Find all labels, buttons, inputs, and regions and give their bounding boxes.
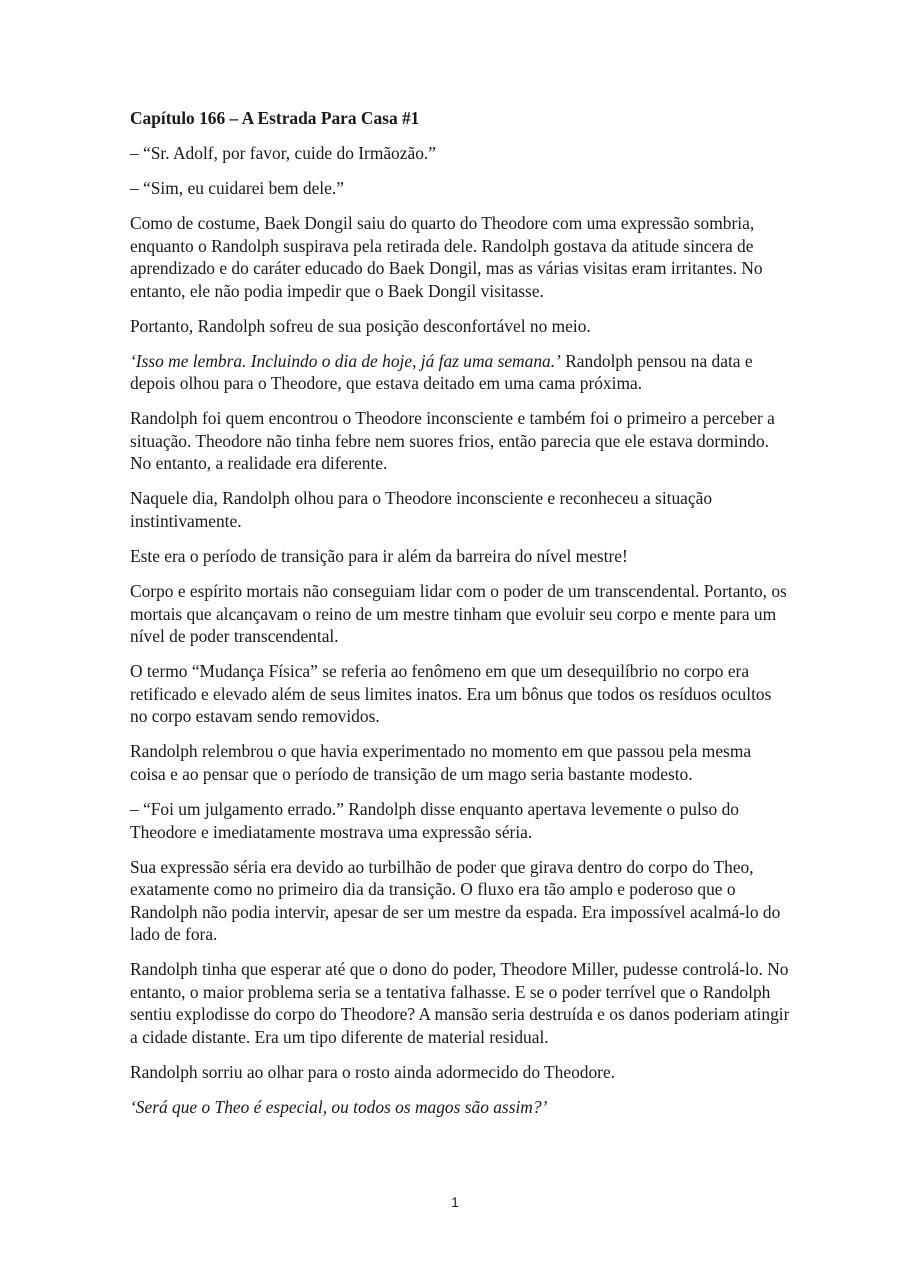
- paragraph: Randolph foi quem encontrou o Theodore inconsciente e também foi o primeiro a perceber a situação. Theodore não tinha febre nem suores frios, então parecia que ele estava dormindo. No entanto, a realidade era diferente.: [130, 408, 775, 474]
- paragraph: – “Sr. Adolf, por favor, cuide do Irmãozão.”: [130, 142, 436, 163]
- paragraph: Randolph tinha que esperar até que o dono do poder, Theodore Miller, pudesse controlá-lo. No entanto, o maior problema seria se a tentativa falhasse. E se o poder terrível que o Randolph sentiu explodisse do corpo do Theodore? A mansão seria destruída e os danos poderiam atingir a cidade distante. Era um tipo diferente de material residual.: [130, 959, 790, 1048]
- paragraph: – “Sim, eu cuidarei bem dele.”: [130, 177, 344, 198]
- paragraph: Randolph relembrou o que havia experimentado no momento em que passou pela mesma coisa e ao pensar que o período de transição de um mago seria bastante modesto.: [130, 741, 752, 784]
- paragraph: Naquele dia, Randolph olhou para o Theodore inconsciente e reconheceu a situação instintivamente.: [130, 488, 713, 532]
- page-number: 1: [451, 1194, 459, 1210]
- paragraph: Como de costume, Baek Dongil saiu do quarto do Theodore com uma expressão sombria, enquanto o Randolph suspirava pela retirada dele. Randolph gostava da atitude sincera de aprendizado e do caráter educado do Baek Dongil, mas as várias visitas eram irritantes. No entanto, ele não podia impedir que o Baek Dongil visitasse.: [130, 212, 763, 301]
- chapter-title: Capítulo 166 – A Estrada Para Casa #1: [130, 108, 420, 128]
- paragraph: Sua expressão séria era devido ao turbilhão de poder que girava dentro do corpo do Theo, exatamente como no primeiro dia da transição. O fluxo era tão amplo e poderoso que o Randolph não podia intervir, apesar de ser um mestre da espada. Era impossível acalmá-lo do lado de fora.: [130, 856, 781, 945]
- paragraph: Este era o período de transição para ir além da barreira do nível mestre!: [130, 546, 628, 567]
- document-body: [130, 107, 790, 1131]
- closing-italic-thought: ‘Será que o Theo é especial, ou todos os magos são assim?’: [130, 1097, 548, 1118]
- paragraph: Corpo e espírito mortais não conseguiam lidar com o poder de um transcendental. Portanto, os mortais que alcançavam o reino de um mestre tinham que evoluir seu corpo e mente para um nível de poder transcendental.: [130, 581, 787, 647]
- paragraph: – “Foi um julgamento errado.” Randolph disse enquanto apertava levemente o pulso do Theodore e imediatamente mostrava uma expressão séria.: [130, 798, 739, 842]
- paragraph-mixed: [130, 350, 790, 395]
- paragraph: Portanto, Randolph sofreu de sua posição desconfortável no meio.: [130, 315, 591, 336]
- paragraph-text: Randolph pensou na data e depois olhou para o Theodore, que estava deitado em uma cama próxima.: [130, 350, 753, 394]
- paragraph: O termo “Mudança Física” se referia ao fenômeno em que um desequilíbrio no corpo era retificado e elevado além de seus limites inatos. Era um bônus que todos os resíduos ocultos no corpo estavam sendo removidos.: [130, 661, 772, 727]
- italic-thought: ‘Isso me lembra. Incluindo o dia de hoje, já faz uma semana.’: [130, 350, 561, 371]
- paragraph: Randolph sorriu ao olhar para o rosto ainda adormecido do Theodore.: [130, 1062, 616, 1083]
